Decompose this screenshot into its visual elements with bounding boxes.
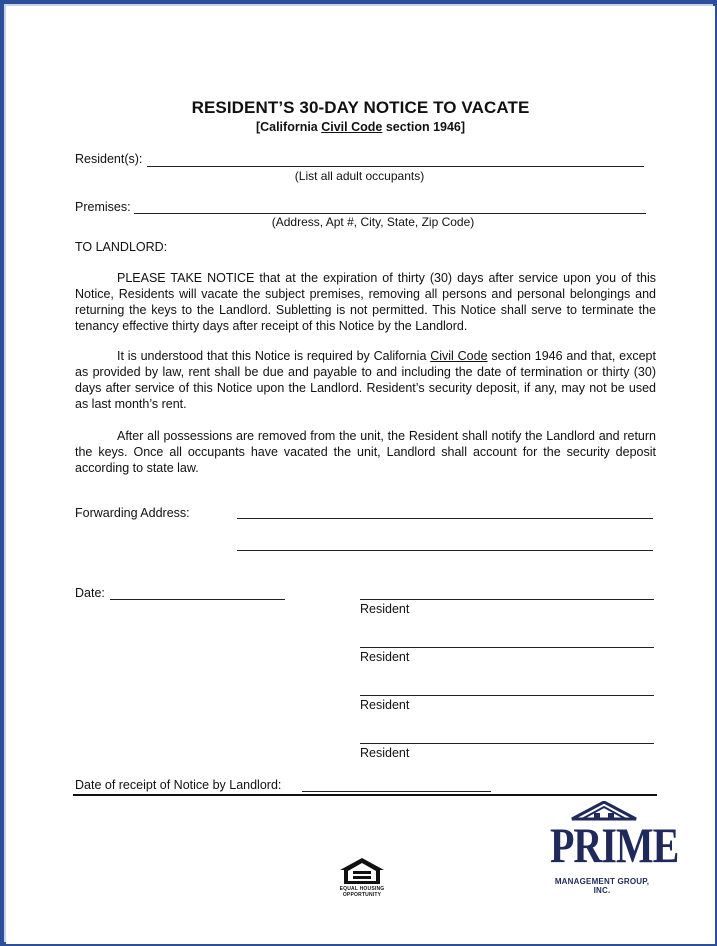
premises-label: Premises: bbox=[75, 200, 131, 214]
resident-signature-label-4: Resident bbox=[360, 746, 410, 760]
premises-input-line[interactable] bbox=[134, 213, 646, 214]
equal-housing-text bbox=[328, 886, 396, 898]
subtitle-prefix: [California bbox=[255, 120, 322, 134]
prime-wordmark: PRIME bbox=[550, 816, 679, 873]
residents-hint: (List all adult occupants) bbox=[294, 169, 425, 183]
residents-label: Resident(s): bbox=[75, 152, 143, 166]
para2-suffix: section 1946 and that, except as provided by law, rent shall be due and payable to and including the date of termination or thirty (30) days after service of this Notice upon the Landlord. Resident’s security deposit, if any, may not be used as last month’s rent. bbox=[75, 349, 656, 411]
paragraph-notice: PLEASE TAKE NOTICE that at the expiration of thirty (30) days after service upon you of this Notice, Residents will vacate the subject premises, removing all persons and personal belongings and returning the keys to the Landlord. Subletting is not permitted. This Notice shall serve to terminate the tenancy effective thirty days after receipt of this Notice by the Landlord. bbox=[75, 271, 656, 333]
para2-civil-code: Civil Code bbox=[430, 349, 488, 363]
receipt-date-input-line[interactable] bbox=[302, 791, 491, 792]
prime-subtitle: MANAGEMENT GROUP, INC. bbox=[554, 877, 650, 895]
forwarding-address-label: Forwarding Address: bbox=[75, 506, 190, 520]
resident-signature-line-1[interactable] bbox=[360, 599, 654, 600]
page-subtitle bbox=[6, 120, 715, 134]
notice-page bbox=[6, 6, 715, 944]
footer-rule bbox=[73, 794, 657, 796]
resident-signature-line-2[interactable] bbox=[360, 647, 654, 648]
subtitle-suffix: section 1946] bbox=[382, 120, 466, 134]
paragraph-possessions: After all possessions are removed from the unit, the Resident shall notify the Landlord and return the keys. Once all occupants have vacated the unit, Landlord shall account for the security deposit according to state law. bbox=[75, 429, 656, 475]
resident-signature-line-4[interactable] bbox=[360, 743, 654, 744]
forwarding-address-line-2[interactable] bbox=[237, 550, 653, 551]
residents-input-line[interactable] bbox=[147, 166, 644, 167]
equal-housing-line2: OPPORTUNITY bbox=[342, 892, 382, 898]
paragraph-civil-code bbox=[75, 348, 656, 412]
date-label: Date: bbox=[75, 586, 105, 600]
date-input-line[interactable] bbox=[110, 599, 285, 600]
resident-signature-label-2: Resident bbox=[360, 650, 410, 664]
equal-housing-line1: EQUAL HOUSING bbox=[339, 886, 385, 892]
resident-signature-line-3[interactable] bbox=[360, 695, 654, 696]
to-landlord-label: TO LANDLORD: bbox=[75, 240, 168, 254]
document-frame bbox=[4, 4, 713, 942]
page-title: RESIDENT’S 30-DAY NOTICE TO VACATE bbox=[191, 98, 530, 117]
forwarding-address-line-1[interactable] bbox=[237, 518, 653, 519]
prime-logo bbox=[546, 801, 679, 896]
resident-signature-label-1: Resident bbox=[360, 602, 410, 616]
para2-prefix: It is understood that this Notice is required by California bbox=[117, 349, 431, 363]
receipt-date-label: Date of receipt of Notice by Landlord: bbox=[75, 778, 282, 792]
premises-hint: (Address, Apt #, City, State, Zip Code) bbox=[271, 215, 475, 229]
subtitle-civil-code: Civil Code bbox=[321, 120, 383, 134]
resident-signature-label-3: Resident bbox=[360, 698, 410, 712]
